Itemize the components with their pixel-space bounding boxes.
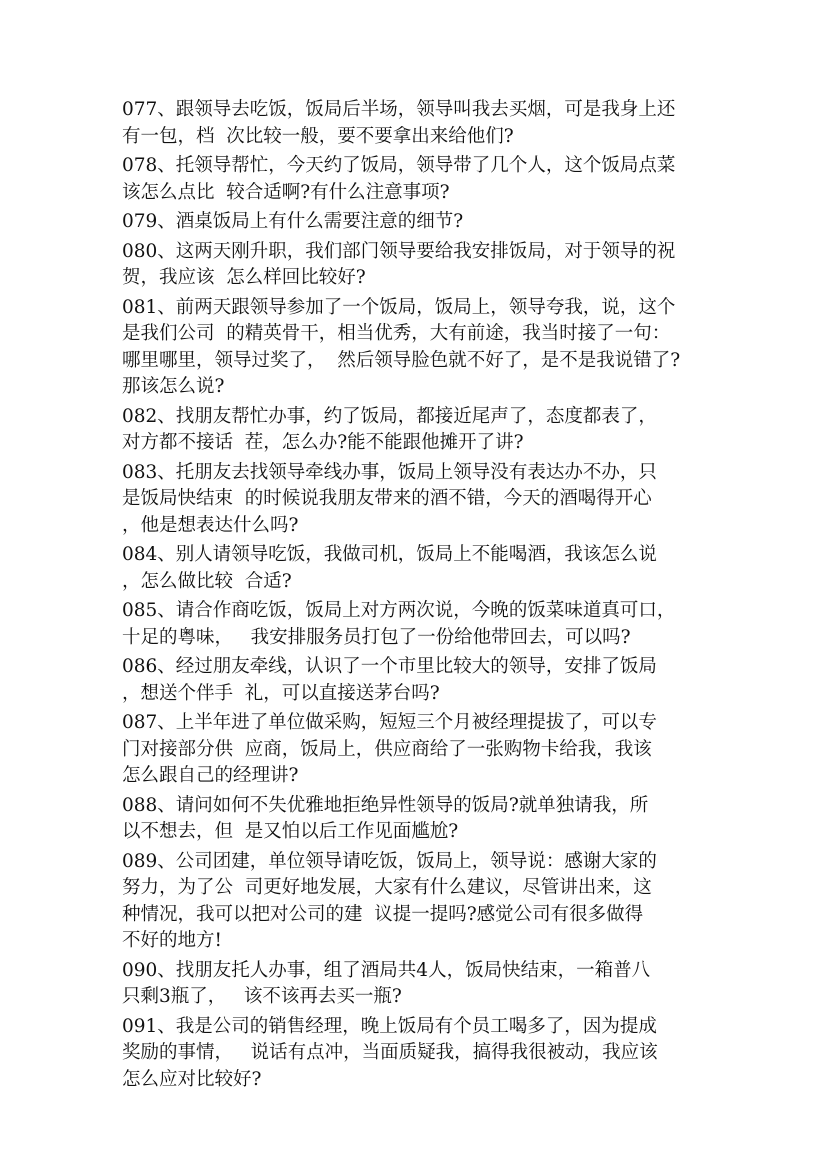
question-text-line: 哪里哪里，领导过奖了， 然后领导脸色就不好了，是不是我说错了? [122,349,681,371]
question-text-line: 有一包，档 次比较一般，要不要拿出来给他们? [122,125,514,147]
question-paragraph [122,97,712,150]
question-text-line: 088、请问如何不失优雅地拒绝异性领导的饭局?就单独请我，所 [122,794,649,816]
question-text-line: 怎么跟自己的经理讲? [122,765,299,786]
question-text-line: 081、前两天跟领导参加了一个饭局，饭局上，领导夸我，说，这个 [122,296,676,318]
question-text-line: 贺，我应该 怎么样回比较好? [122,267,366,288]
question-text-line: 种情况，我可以把对公司的建 议提一提吗?感觉公司有很多做得 [122,903,644,925]
question-text-line: 078、托领导帮忙，今天约了饭局，领导带了几个人，这个饭局点菜 [122,155,676,176]
question-text-line: 077、跟领导去吃饭，饭局后半场，领导叫我去买烟，可是我身上还 [122,99,676,120]
question-text-line: 怎么应对比较好? [122,1068,262,1090]
question-text-line: 奖励的事情， 说话有点冲，当面质疑我，搞得我很被动，我应该 [122,1042,658,1063]
question-text-line: ，想送个伴手 礼，可以直接送茅台吗? [122,682,440,704]
question-text-line: 只剩3瓶了， 该不该再去买一瓶? [122,986,402,1007]
question-list [122,97,712,1096]
question-text-line: 不好的地方! [122,930,222,951]
question-text-line: 082、找朋友帮忙办事，约了饭局，都接近尾声了，态度都表了， [122,405,657,427]
question-text-line: 以不想去，但 是又怕以后工作见面尴尬? [122,821,459,842]
question-paragraph [122,404,712,457]
question-text-line: 090、找朋友托人办事，组了酒局共4人，饭局快结束，一箱普八 [122,959,651,981]
question-text-line: 083、托朋友去找领导牵线办事，饭局上领导没有表达办不办，只 [122,461,657,483]
question-paragraph [122,598,712,651]
question-text-line: 079、酒桌饭局上有什么需要注意的细节? [122,211,464,232]
question-text-line: 是饭局快结束 的时候说我朋友带来的酒不错，今天的酒喝得开心 [122,488,652,509]
question-text-line: 该怎么点比 较合适啊?有什么注意事项? [122,181,450,203]
question-paragraph [122,1014,712,1094]
question-paragraph [122,793,712,846]
question-text-line: 091、我是公司的销售经理，晚上饭局有个员工喝多了，因为提成 [122,1015,657,1037]
question-text-line: 089、公司团建，单位领导请吃饭，饭局上，领导说：感谢大家的 [122,850,657,872]
question-paragraph [122,239,712,292]
question-text-line: 085、请合作商吃饭，饭局上对方两次说，今晚的饭菜味道真可口， [122,600,676,621]
question-text-line: ，他是想表达什么吗? [122,514,299,536]
question-paragraph [122,209,712,236]
question-paragraph [122,849,712,955]
question-paragraph [122,710,712,790]
question-text-line: 是我们公司 的精英骨干，相当优秀，大有前途，我当时接了一句： [122,323,671,344]
question-text-line: ，怎么做比较 合适? [122,570,292,592]
question-text-line: 080、这两天刚升职，我们部门领导要给我安排饭局，对于领导的祝 [122,240,676,262]
question-text-line: 门对接部分供 应商，饭局上，供应商给了一张购物卡给我，我该 [122,738,652,760]
question-text-line: 努力，为了公 司更好地发展，大家有什么建议，尽管讲出来，这 [122,877,652,898]
question-text-line: 那该怎么说? [122,376,225,397]
question-paragraph [122,153,712,206]
question-paragraph [122,542,712,595]
question-text-line: 087、上半年进了单位做采购，短短三个月被经理提拔了，可以专 [122,712,657,733]
question-paragraph [122,654,712,707]
question-text-line: 084、别人请领导吃饭，我做司机，饭局上不能喝酒，我该怎么说 [122,544,657,565]
question-paragraph [122,460,712,540]
question-text-line: 对方都不接话 茬，怎么办?能不能跟他摊开了讲? [122,432,524,453]
question-paragraph [122,958,712,1011]
question-text-line: 十足的粤味， 我安排服务员打包了一份给他带回去，可以吗? [122,626,631,648]
question-text-line: 086、经过朋友牵线，认识了一个市里比较大的领导，安排了饭局 [122,656,657,677]
question-paragraph [122,295,712,401]
